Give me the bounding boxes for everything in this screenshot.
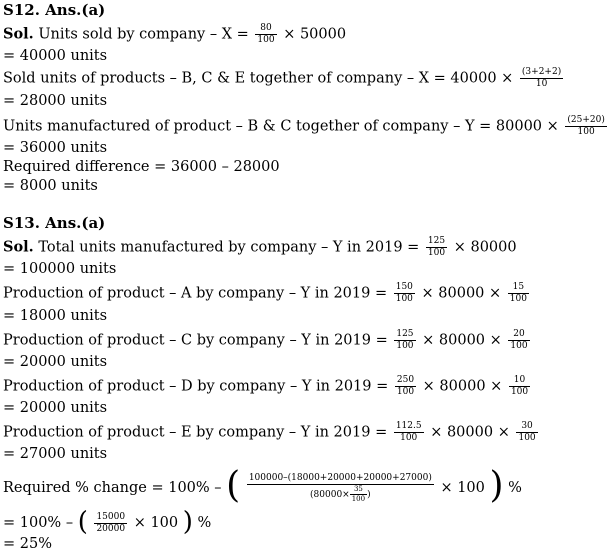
s13-c-frac2: $\frac{20}{100}$ (510, 329, 528, 351)
s12-line5-text: Units manufactured of product – B & C together of company – Y = 80000 × (3, 118, 559, 135)
s12-line2: = 40000 units (3, 48, 108, 64)
s13-a-frac2: $\frac{15}{100}$ (509, 282, 527, 304)
s12-line6: = 36000 units (3, 140, 108, 156)
s13-d-frac1: $\frac{250}{100}$ (396, 375, 415, 397)
s13-r2-tail: × 100 (133, 515, 179, 531)
s13-line-total (3, 237, 517, 258)
s12-line7: Required difference = 36000 – 28000 (3, 159, 280, 175)
s13-r2-fraction: $\frac{15000}{20000}$ (96, 511, 126, 534)
s12-fraction: $\frac{80}{100}$ (257, 23, 275, 45)
s13-result-line (3, 508, 211, 538)
s13-r2-pct: % (197, 515, 212, 531)
s12-line3-text: Sold units of products – B, C & E together of company – X = 40000 × (3, 70, 514, 87)
s12-line1-text: Units sold by company – X = (38, 26, 249, 43)
s13-line-a (3, 283, 531, 304)
s13-e-result: = 27000 units (3, 446, 108, 462)
s13-c-frac1: $\frac{125}{100}$ (396, 329, 414, 351)
left-paren-medium: ( (77, 507, 88, 537)
s13-e-frac2: $\frac{30}{100}$ (518, 421, 536, 443)
s12-line-units-sold (3, 24, 346, 45)
s13-sol-label: Sol. (3, 238, 34, 256)
s12-line-bc (3, 116, 609, 137)
s13-d-text: Production of product – D by company – Y in 2019 = (3, 378, 389, 395)
s13-heading: S13. Ans.(a) (3, 214, 106, 232)
s13-required-change (3, 465, 522, 508)
s12-fraction-bce: $\frac{(3+2+2)}{10}$ (521, 67, 562, 89)
s13-fraction-total: $\frac{125}{100}$ (427, 236, 446, 258)
s13-req-text: Required % change = 100% – (3, 480, 222, 496)
s13-a-result: = 18000 units (3, 308, 108, 324)
s13-e-mid: × 80000 × (430, 424, 510, 441)
s12-line8: = 8000 units (3, 178, 98, 194)
s13-e-text: Production of product – E by company – Y in 2019 = (3, 424, 388, 441)
s12-sol-label: Sol. (3, 25, 34, 43)
s13-req-fraction: 100000–(18000+20000+20000+27000) (80000× $\frac{35}{100}$ ) (248, 472, 432, 503)
s12-fraction-bc: $\frac{(25+20)}{100}$ (567, 115, 605, 137)
s13-c-result: = 20000 units (3, 354, 108, 370)
right-paren-large: ) (489, 465, 504, 506)
left-paren-large: ( (226, 465, 241, 506)
s12-line4: = 28000 units (3, 93, 108, 109)
right-paren-medium: ) (182, 507, 193, 537)
s13-e-frac1: $\frac{112.5}{100}$ (395, 421, 422, 443)
s13-d-result: = 20000 units (3, 400, 108, 416)
s13-d-mid: × 80000 × (422, 378, 503, 395)
s12-line1-tail: × 50000 (283, 26, 347, 43)
s13-line1-text: Total units manufactured by company – Y in 2019 = (38, 239, 420, 256)
s13-line2: = 100000 units (3, 261, 117, 277)
s13-c-mid: × 80000 × (422, 332, 502, 349)
s13-line-e (3, 422, 540, 443)
s13-a-mid: × 80000 × (421, 285, 502, 302)
s13-a-frac1: $\frac{150}{100}$ (395, 282, 413, 304)
s13-d-frac2: $\frac{10}{100}$ (510, 375, 529, 397)
s13-line-d (3, 376, 532, 397)
s13-line1-tail: × 80000 (453, 239, 517, 256)
s13-a-text: Production of product – A by company – Y in 2019 = (3, 285, 388, 302)
s13-c-text: Production of product – C by company – Y in 2019 = (3, 332, 388, 349)
s13-final: = 25% (3, 536, 52, 552)
s13-req-pct: % (508, 480, 522, 496)
s12-heading: S12. Ans.(a) (3, 1, 106, 19)
s13-line-c (3, 330, 532, 351)
s13-r2-text: = 100% – (3, 515, 74, 531)
s13-req-tail: × 100 (440, 480, 485, 496)
s12-line-bce (3, 68, 565, 89)
